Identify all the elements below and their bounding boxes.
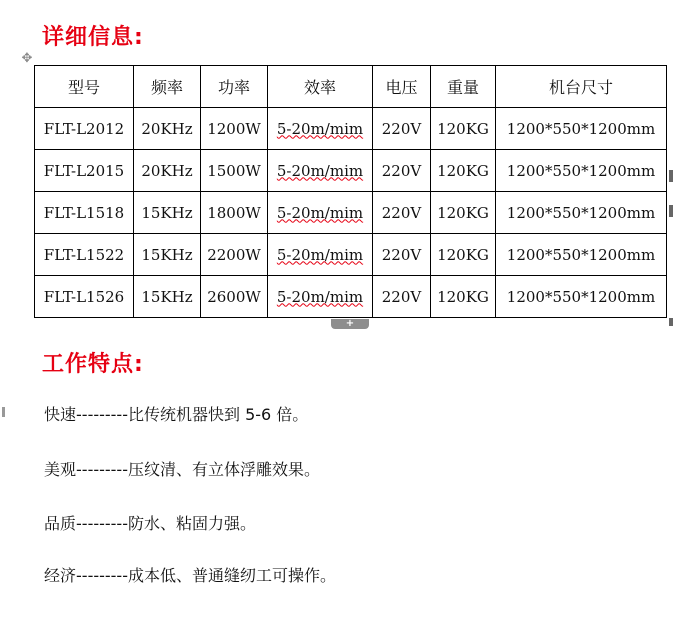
- feature-text: 防水、粘固力强。: [127, 514, 256, 533]
- cell-voltage: 220V: [373, 276, 431, 318]
- add-row-plus-icon[interactable]: +: [331, 319, 369, 329]
- cell-efficiency: [268, 276, 373, 318]
- table-row: [35, 108, 667, 150]
- header-size: 机台尺寸: [496, 66, 667, 108]
- cell-power: 1500W: [201, 150, 268, 192]
- header-voltage: 电压: [373, 66, 431, 108]
- feature-item-quality: [44, 511, 256, 534]
- feature-dashes: ---------: [76, 460, 128, 479]
- spec-table: [34, 65, 667, 318]
- cell-size: 1200*550*1200mm: [496, 234, 667, 276]
- header-power: 功率: [201, 66, 268, 108]
- feature-text: 比传统机器快到 5-6 倍。: [127, 405, 309, 424]
- feature-name: 品质: [44, 514, 77, 533]
- feature-dashes: ---------: [76, 514, 128, 533]
- cell-frequency: 15KHz: [134, 276, 201, 318]
- section-title-features: 工作特点:: [42, 352, 144, 377]
- cell-efficiency: [268, 108, 373, 150]
- cell-size: 1200*550*1200mm: [496, 108, 667, 150]
- feature-name: 经济: [44, 566, 77, 585]
- header-frequency: 频率: [134, 66, 201, 108]
- feature-name: 美观: [44, 460, 77, 479]
- cell-power: 2200W: [201, 234, 268, 276]
- table-move-handle-icon[interactable]: ✥: [21, 51, 33, 66]
- feature-text: 成本低、普通缝纫工可操作。: [127, 566, 336, 585]
- cell-size: 1200*550*1200mm: [496, 150, 667, 192]
- cell-model: FLT-L1518: [35, 192, 134, 234]
- efficiency-value: 5-20m/mim: [276, 203, 364, 222]
- cell-voltage: 220V: [373, 150, 431, 192]
- cell-frequency: 20KHz: [134, 150, 201, 192]
- table-row: [35, 234, 667, 276]
- efficiency-value: 5-20m/mim: [276, 119, 364, 138]
- feature-text: 压纹清、有立体浮雕效果。: [127, 460, 320, 479]
- cell-voltage: 220V: [373, 192, 431, 234]
- table-header-row: [35, 66, 667, 108]
- cell-frequency: 15KHz: [134, 234, 201, 276]
- cell-power: 2600W: [201, 276, 268, 318]
- cell-weight: 120KG: [431, 150, 496, 192]
- feature-item-speed: [44, 402, 308, 425]
- cell-model: FLT-L1522: [35, 234, 134, 276]
- header-weight: 重量: [431, 66, 496, 108]
- cell-power: 1200W: [201, 108, 268, 150]
- cell-efficiency: [268, 192, 373, 234]
- header-model: 型号: [35, 66, 134, 108]
- cell-frequency: 20KHz: [134, 108, 201, 150]
- column-resize-handle[interactable]: [669, 170, 673, 182]
- table-row: [35, 276, 667, 318]
- table-resize-handle[interactable]: [669, 318, 673, 326]
- cell-model: FLT-L2015: [35, 150, 134, 192]
- cell-voltage: 220V: [373, 108, 431, 150]
- cell-size: 1200*550*1200mm: [496, 276, 667, 318]
- cell-model: FLT-L2012: [35, 108, 134, 150]
- efficiency-value: 5-20m/mim: [276, 287, 364, 306]
- feature-name: 快速: [44, 405, 77, 424]
- feature-dashes: ---------: [76, 405, 128, 424]
- feature-item-appearance: [44, 457, 320, 480]
- header-efficiency: 效率: [268, 66, 373, 108]
- margin-marker: [2, 407, 5, 417]
- section-title-details: 详细信息:: [42, 25, 144, 50]
- cell-efficiency: [268, 234, 373, 276]
- cell-model: FLT-L1526: [35, 276, 134, 318]
- cell-weight: 120KG: [431, 108, 496, 150]
- efficiency-value: 5-20m/mim: [276, 245, 364, 264]
- feature-item-economy: [44, 563, 336, 586]
- cell-efficiency: [268, 150, 373, 192]
- feature-dashes: ---------: [76, 566, 128, 585]
- cell-power: 1800W: [201, 192, 268, 234]
- table-row: [35, 150, 667, 192]
- cell-frequency: 15KHz: [134, 192, 201, 234]
- efficiency-value: 5-20m/mim: [276, 161, 364, 180]
- cell-weight: 120KG: [431, 276, 496, 318]
- cell-size: 1200*550*1200mm: [496, 192, 667, 234]
- cell-weight: 120KG: [431, 234, 496, 276]
- cell-voltage: 220V: [373, 234, 431, 276]
- column-resize-handle[interactable]: [669, 205, 673, 217]
- table-row: [35, 192, 667, 234]
- cell-weight: 120KG: [431, 192, 496, 234]
